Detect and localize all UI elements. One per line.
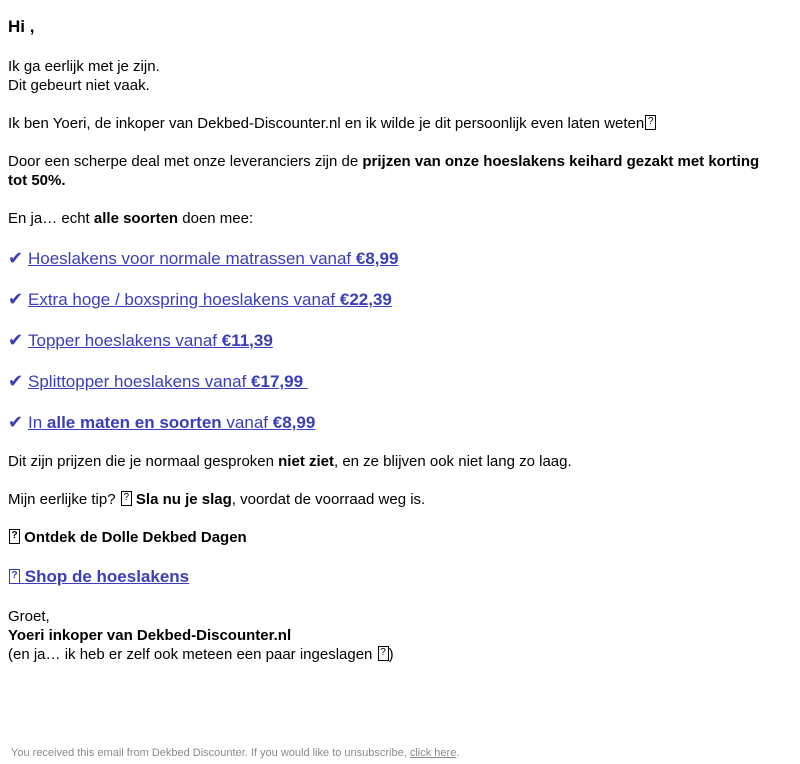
- unsubscribe-footer: [11, 746, 459, 760]
- tip-prefix: Mijn eerlijke tip?: [8, 491, 120, 508]
- item-link-splittopper[interactable]: [28, 372, 308, 391]
- check-icon: ✔: [8, 248, 24, 268]
- prices-prefix: Dit zijn prijzen die je normaal gesproken: [8, 453, 279, 470]
- list-item: [8, 329, 273, 352]
- greeting: Hi ,: [8, 17, 35, 36]
- check-icon: ✔: [8, 289, 24, 309]
- sign-note-suffix: ): [388, 646, 394, 663]
- item-link-boxspring[interactable]: [28, 290, 392, 309]
- missing-glyph-icon: [645, 115, 656, 130]
- sign-name: Yoeri inkoper van Dekbed-Discounter.nl: [8, 627, 292, 644]
- sign-greet: Groet,: [8, 608, 50, 625]
- intro-line-2: Dit gebeurt niet vaak.: [8, 77, 150, 94]
- shop-link[interactable]: [8, 567, 189, 586]
- discover-heading: [8, 528, 247, 547]
- item-text: Splittopper hoeslakens vanaf: [28, 372, 252, 391]
- footer-period: .: [456, 747, 460, 759]
- prices-bold: niet ziet: [278, 453, 334, 470]
- all-prefix: En ja… echt: [8, 210, 94, 227]
- list-item: [8, 370, 308, 393]
- check-icon: ✔: [8, 330, 24, 350]
- item-bold: alle maten en soorten: [46, 413, 222, 432]
- prices-paragraph: [8, 452, 572, 471]
- item-text: Extra hoge / boxspring hoeslakens vanaf: [28, 290, 340, 309]
- intro-who: [8, 114, 656, 133]
- item-text: Hoeslakens voor normale matrassen vanaf: [28, 249, 356, 268]
- unsubscribe-link[interactable]: click here: [409, 747, 457, 759]
- shop-link-text: Shop de hoeslakens: [24, 567, 190, 586]
- item-link-all-sizes[interactable]: [28, 413, 315, 432]
- missing-glyph-icon: [9, 529, 20, 544]
- list-item: [8, 411, 315, 434]
- all-bold: alle soorten: [93, 210, 179, 227]
- check-icon: ✔: [8, 371, 24, 391]
- tip-paragraph: [8, 490, 425, 509]
- item-mid: vanaf: [221, 413, 273, 432]
- missing-glyph-icon: [121, 491, 132, 506]
- item-text: Topper hoeslakens vanaf: [28, 331, 222, 350]
- tip-bold: Sla nu je slag: [135, 491, 232, 508]
- sign-note: [8, 645, 394, 664]
- deal-bold: prijzen van onze hoeslakens keihard gezakt met korting tot 50%.: [8, 153, 760, 189]
- item-link-normal[interactable]: [28, 249, 398, 268]
- item-price: €22,39: [339, 290, 392, 309]
- list-item: [8, 288, 392, 311]
- missing-glyph-icon: [378, 646, 389, 661]
- intro-line-1: Ik ga eerlijk met je zijn.: [8, 58, 160, 75]
- list-item: [8, 247, 398, 270]
- sign-note-prefix: (en ja… ik heb er zelf ook meteen een paar ingeslagen: [8, 646, 377, 663]
- missing-glyph-icon: [9, 569, 20, 584]
- tip-suffix: , voordat de voorraad weg is.: [231, 491, 426, 508]
- item-link-topper[interactable]: [28, 331, 273, 350]
- item-price: €17,99: [251, 372, 304, 391]
- all-types-line: [8, 209, 253, 228]
- all-suffix: doen mee:: [178, 210, 254, 227]
- shop-row: [8, 566, 189, 588]
- footer-text: You received this email from Dekbed Discounter. If you would like to unsubscribe,: [11, 747, 410, 759]
- discover-text: Ontdek de Dolle Dekbed Dagen: [24, 529, 247, 546]
- deal-prefix: Door een scherpe deal met onze leveranciers zijn de: [8, 153, 363, 170]
- intro-who-text: Ik ben Yoeri, de inkoper van Dekbed-Discounter.nl en ik wilde je dit persoonlijk even laten weten: [8, 115, 645, 132]
- prices-suffix: , en ze blijven ook niet lang zo laag.: [333, 453, 572, 470]
- check-icon: ✔: [8, 412, 24, 432]
- item-price: €8,99: [355, 249, 399, 268]
- item-price: €11,39: [221, 331, 273, 350]
- deal-paragraph: [8, 152, 768, 190]
- item-pre: In: [28, 413, 47, 432]
- item-price: €8,99: [272, 413, 316, 432]
